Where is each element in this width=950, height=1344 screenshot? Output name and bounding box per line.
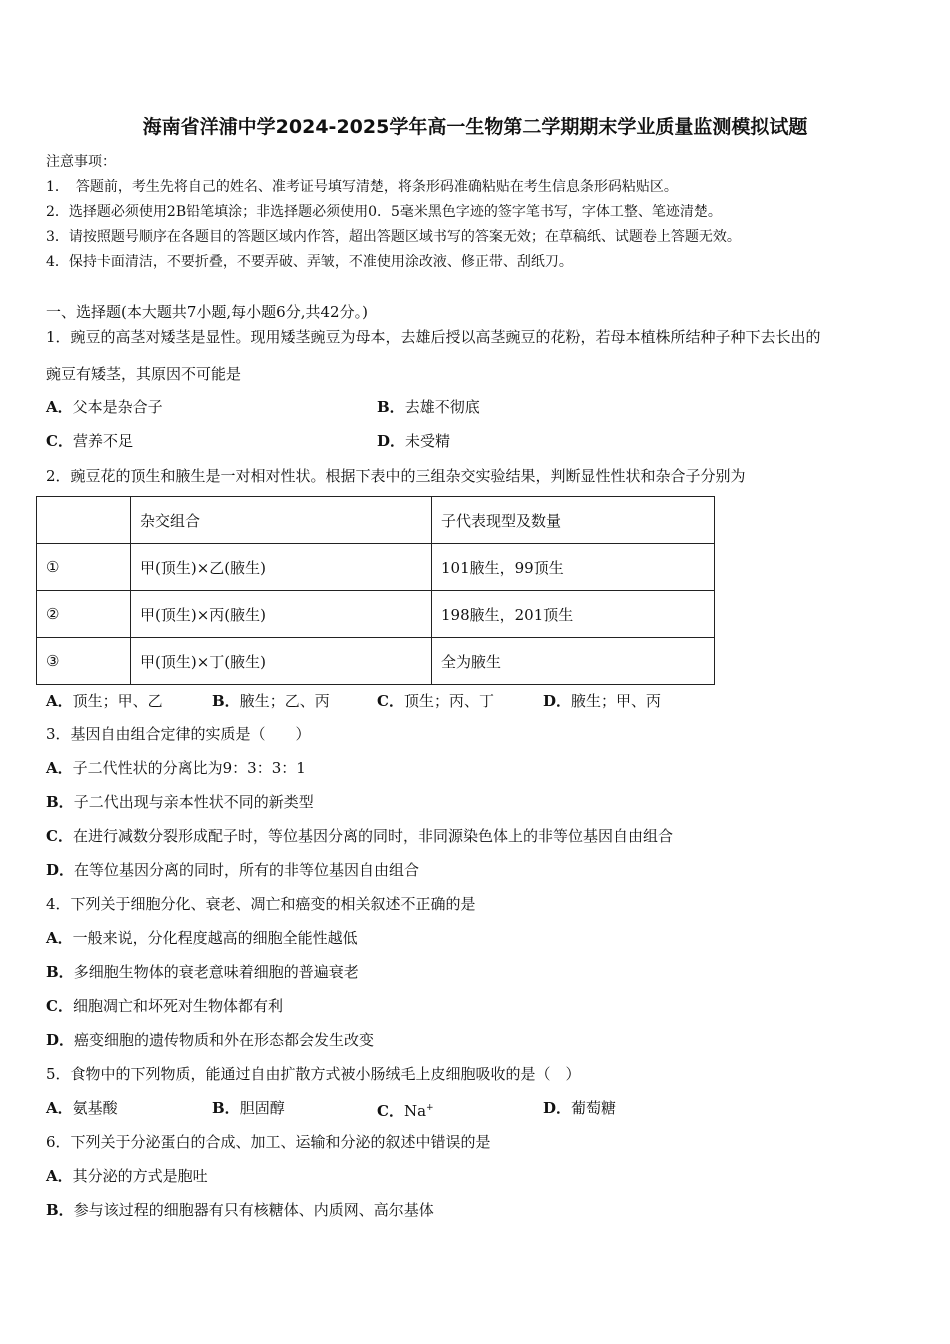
question-2-stem: 2．豌豆花的顶生和腋生是一对相对性状。根据下表中的三组杂交实验结果，判断显性性状和杂合子分别为 (46, 467, 746, 485)
option-text: 未受精 (405, 432, 451, 450)
option-text: 癌变细胞的遗传物质和外在形态都会发生改变 (74, 1031, 375, 1049)
superscript: + (426, 1103, 434, 1113)
q4-option-c (46, 996, 283, 1016)
q2-option-b (212, 691, 330, 711)
q5-option-d (543, 1098, 616, 1118)
question-1-stem-cont: 豌豆有矮茎，其原因不可能是 (46, 365, 242, 383)
option-label: C． (46, 432, 73, 450)
q4-option-b (46, 962, 359, 982)
table-cell: 甲(顶生)×丁(腋生) (131, 638, 432, 685)
option-text: 营养不足 (72, 432, 133, 450)
option-text: 胆固醇 (239, 1099, 285, 1117)
option-label: B． (46, 1201, 74, 1219)
option-text: 去雄不彻底 (404, 398, 480, 416)
table-cell: 198腋生，201顶生 (432, 591, 715, 638)
question-1-stem: 1．豌豆的高茎对矮茎是显性。现用矮茎豌豆为母本，去雄后授以高茎豌豆的花粉，若母本植株所结种子种下去长出的 (46, 328, 821, 346)
option-text: 顶生；丙、丁 (403, 692, 494, 710)
option-label: B． (377, 398, 405, 416)
notice-item: 1． 答题前，考生先将自己的姓名、准考证号填写清楚，将条形码准确粘贴在考生信息条形码粘贴区。 (46, 179, 678, 195)
section-heading: 一、选择题(本大题共7小题,每小题6分,共42分。) (46, 303, 368, 321)
question-6-stem: 6．下列关于分泌蛋白的合成、加工、运输和分泌的叙述中错误的是 (46, 1133, 491, 1151)
option-label: B． (46, 793, 74, 811)
option-text: 一般来说，分化程度越高的细胞全能性越低 (72, 929, 358, 947)
option-label: D． (46, 861, 75, 879)
option-text: 参与该过程的细胞器有只有核糖体、内质网、高尔基体 (73, 1201, 434, 1219)
option-label: D． (543, 692, 572, 710)
option-text: 在进行减数分裂形成配子时，等位基因分离的同时，非同源染色体上的非等位基因自由组合 (72, 827, 673, 845)
option-label: C． (377, 1102, 404, 1120)
option-text: 子二代出现与亲本性状不同的新类型 (73, 793, 314, 811)
option-text: 父本是杂合子 (72, 398, 163, 416)
option-label: A． (46, 398, 73, 416)
table-cell: ② (37, 591, 131, 638)
table-cell: 甲(顶生)×乙(腋生) (131, 544, 432, 591)
notice-item: 2．选择题必须使用2B铅笔填涂；非选择题必须使用0．5毫米黑色字迹的签字笔书写，字体工整、笔迹清楚。 (46, 204, 722, 220)
option-text: Na (403, 1102, 427, 1120)
notice-heading: 注意事项： (46, 154, 116, 170)
table-cell: 全为腋生 (432, 638, 715, 685)
question-4-stem: 4．下列关于细胞分化、衰老、凋亡和癌变的相关叙述不正确的是 (46, 895, 476, 913)
q4-option-d (46, 1030, 374, 1050)
option-text: 氨基酸 (72, 1099, 118, 1117)
table-row (37, 591, 715, 638)
option-label: C． (377, 692, 404, 710)
option-label: D． (46, 1031, 75, 1049)
q5-option-b (212, 1098, 285, 1118)
table-cell: ③ (37, 638, 131, 685)
q1-option-a (46, 397, 163, 417)
question-3-stem: 3．基因自由组合定律的实质是（ ） (46, 725, 311, 743)
q6-option-a (46, 1166, 208, 1186)
table-cell: 101腋生，99顶生 (432, 544, 715, 591)
option-label: B． (46, 963, 74, 981)
option-text: 葡萄糖 (571, 1099, 617, 1117)
q1-option-c (46, 431, 133, 451)
option-label: A． (46, 759, 73, 777)
question-5-stem: 5．食物中的下列物质，能通过自由扩散方式被小肠绒毛上皮细胞吸收的是（ ） (46, 1065, 581, 1083)
q6-option-b (46, 1200, 434, 1220)
notice-item: 3．请按照题号顺序在各题目的答题区域内作答，超出答题区域书写的答案无效；在草稿纸、试题卷上答题无效。 (46, 229, 741, 245)
option-text: 顶生；甲、乙 (72, 692, 163, 710)
table-header-cell: 子代表现型及数量 (432, 497, 715, 544)
table-header-cell (37, 497, 131, 544)
q5-option-a (46, 1098, 118, 1118)
notice-item: 4．保持卡面清洁，不要折叠，不要弄破、弄皱，不准使用涂改液、修正带、刮纸刀。 (46, 254, 573, 270)
q3-option-a (46, 758, 306, 778)
table-header-cell: 杂交组合 (131, 497, 432, 544)
table-header-row (37, 497, 715, 544)
option-text: 子二代性状的分离比为9：3：3：1 (72, 759, 306, 777)
option-label: D． (377, 432, 406, 450)
option-text: 细胞凋亡和坏死对生物体都有利 (72, 997, 283, 1015)
q2-option-d (543, 691, 661, 711)
page-title: 海南省洋浦中学2024-2025学年高一生物第二学期期末学业质量监测模拟试题 (142, 116, 808, 138)
option-label: C． (46, 997, 73, 1015)
option-label: D． (543, 1099, 572, 1117)
option-label: A． (46, 1167, 73, 1185)
q3-option-b (46, 792, 314, 812)
table-row (37, 638, 715, 685)
q5-option-c (377, 1098, 434, 1121)
option-label: B． (212, 1099, 240, 1117)
q3-option-c (46, 826, 673, 846)
q3-option-d (46, 860, 419, 880)
option-label: A． (46, 692, 73, 710)
q2-option-c (377, 691, 494, 711)
table-cell: ① (37, 544, 131, 591)
option-label: A． (46, 1099, 73, 1117)
table-cell: 甲(顶生)×丙(腋生) (131, 591, 432, 638)
q2-option-a (46, 691, 163, 711)
option-label: C． (46, 827, 73, 845)
option-label: B． (212, 692, 240, 710)
q1-option-b (377, 397, 480, 417)
option-label: A． (46, 929, 73, 947)
option-text: 在等位基因分离的同时，所有的非等位基因自由组合 (74, 861, 420, 879)
table-row (37, 544, 715, 591)
option-text: 其分泌的方式是胞吐 (72, 1167, 208, 1185)
option-text: 多细胞生物体的衰老意味着细胞的普遍衰老 (73, 963, 359, 981)
option-text: 腋生；甲、丙 (571, 692, 662, 710)
cross-table (36, 496, 715, 685)
q1-option-d (377, 431, 450, 451)
q4-option-a (46, 928, 358, 948)
option-text: 腋生；乙、丙 (239, 692, 330, 710)
